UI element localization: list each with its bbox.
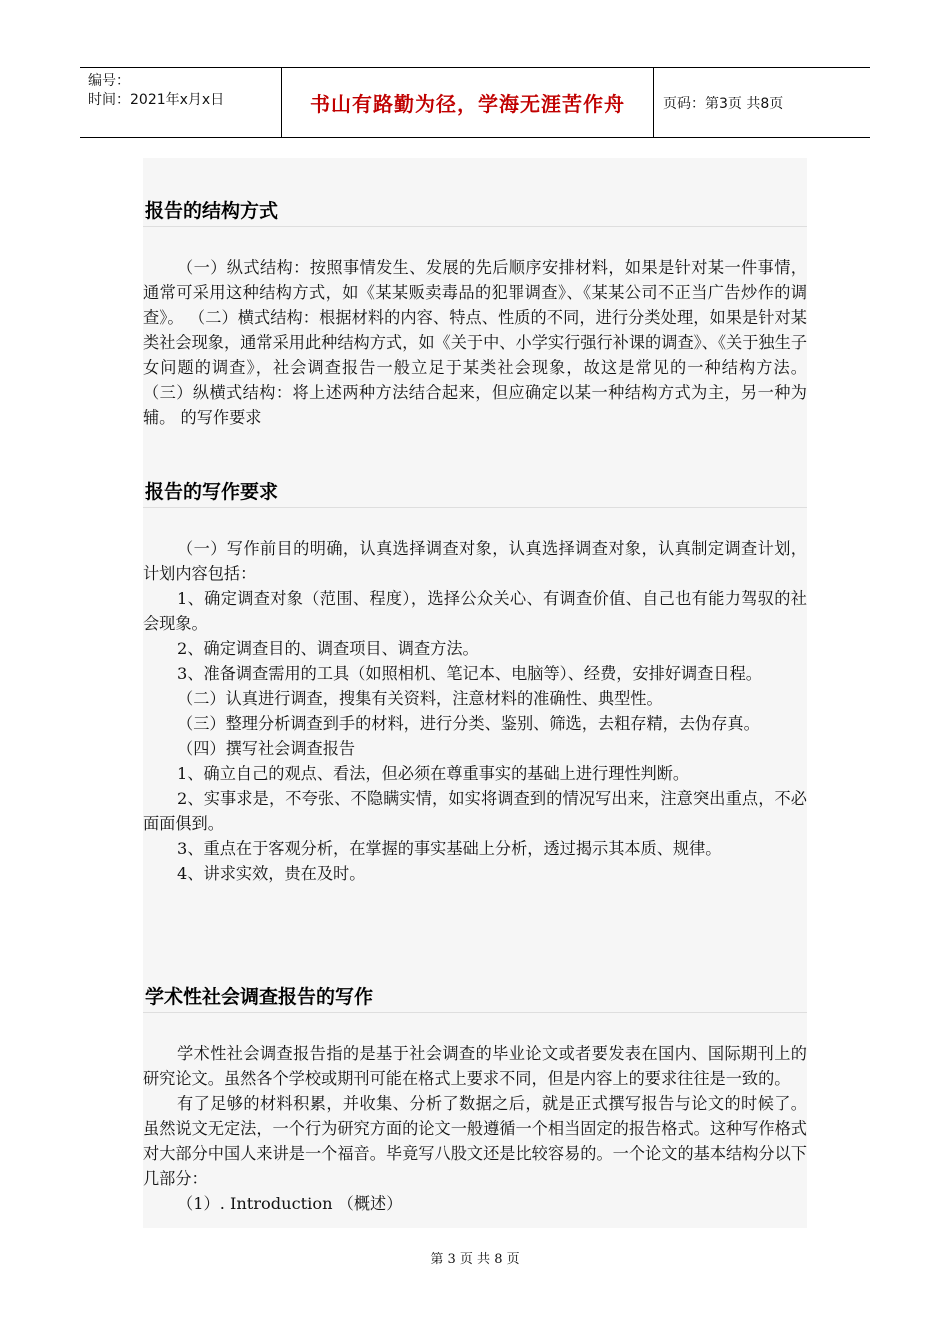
section-paragraph: （二）认真进行调查，搜集有关资料，注意材料的准确性、典型性。 [177,689,663,708]
section-paragraph: 2、实事求是，不夸张、不隐瞒实情，如实将调查到的情况写出来，注意突出重点，不必面面俱到。 [143,789,807,833]
section-structure [143,196,807,430]
header-motto-cell [281,68,654,137]
section-academic [143,982,807,1216]
section-paragraph: 有了足够的材料积累，并收集、分析了数据之后，就是正式撰写报告与论文的时候了。虽然说文无定法，一个行为研究方面的论文一般遵循一个相当固定的报告格式。这种写作格式对大部分中国人来讲是一个福音。毕竟写八股文还是比较容易的。一个论文的基本结构分以下几部分： [143,1094,807,1188]
section-paragraph: 3、准备调查需用的工具（如照相机、笔记本、电脑等）、经费，安排好调查日程。 [177,664,762,683]
section-title: 报告的结构方式 [143,196,807,227]
section-paragraph: 1、确立自己的观点、看法，但必须在尊重事实的基础上进行理性判断。 [177,764,690,783]
content-panel [143,158,807,1228]
header-meta [80,68,281,137]
section-paragraph: （一）写作前目的明确，认真选择调查对象，认真选择调查对象，认真制定调查计划，计划内容包括： [143,539,807,583]
document-header [80,67,870,138]
page-footer: 第 3 页 共 8 页 [430,1252,520,1267]
section-title: 报告的写作要求 [143,477,807,508]
section-paragraph: （三）整理分析调查到手的材料，进行分类、鉴别、筛选，去粗存精，去伪存真。 [177,714,760,733]
section-paragraph: 1、确定调查对象（范围、程度），选择公众关心、有调查价值、自己也有能力驾驭的社会现象。 [143,589,807,633]
section-paragraph: （四）撰写社会调查报告 [177,739,356,758]
section-paragraph: 2、确定调查目的、调查项目、调查方法。 [177,639,479,658]
header-page-info: 页码：第3页 共8页 [663,95,784,112]
header-number-label: 编号： [88,73,130,89]
section-title: 学术性社会调查报告的写作 [143,982,807,1013]
section-requirements [143,477,807,886]
section-paragraph: 3、重点在于客观分析，在掌握的事实基础上分析，透过揭示其本质、规律。 [177,839,722,858]
section-paragraph: 学术性社会调查报告指的是基于社会调查的毕业论文或者要发表在国内、国际期刊上的研究论文。虽然各个学校或期刊可能在格式上要求不同，但是内容上的要求往往是一致的。 [143,1044,807,1088]
section-paragraph: 4、讲求实效，贵在及时。 [177,864,366,883]
header-motto: 书山有路勤为径，学海无涯苦作舟 [310,92,625,116]
section-paragraph: （一）纵式结构：按照事情发生、发展的先后顺序安排材料，如果是针对某一件事情，通常可采用这种结构方式，如《某某贩卖毒品的犯罪调查》、《某某公司不正当广告炒作的调查》。 （二）横式结构：根据材料的内容、特点、性质的不同，进行分类处理，如果是针对某类社会现象，通常采用此种结构方式，如《关于中、小学实行强行补课的调查》、《关于独生子女问题的调查》，社会调查报告一般立足于某类社会现象，故这是常见的一种结构方法。 （三）纵横式结构：将上述两种方法结合起来，但应确定以某一种结构方式为主，另一种为辅。 的写作要求 [143,258,807,427]
header-time-label: 时间：2021年x月x日 [88,92,225,108]
section-paragraph: （1）. Introduction （概述） [177,1194,403,1213]
